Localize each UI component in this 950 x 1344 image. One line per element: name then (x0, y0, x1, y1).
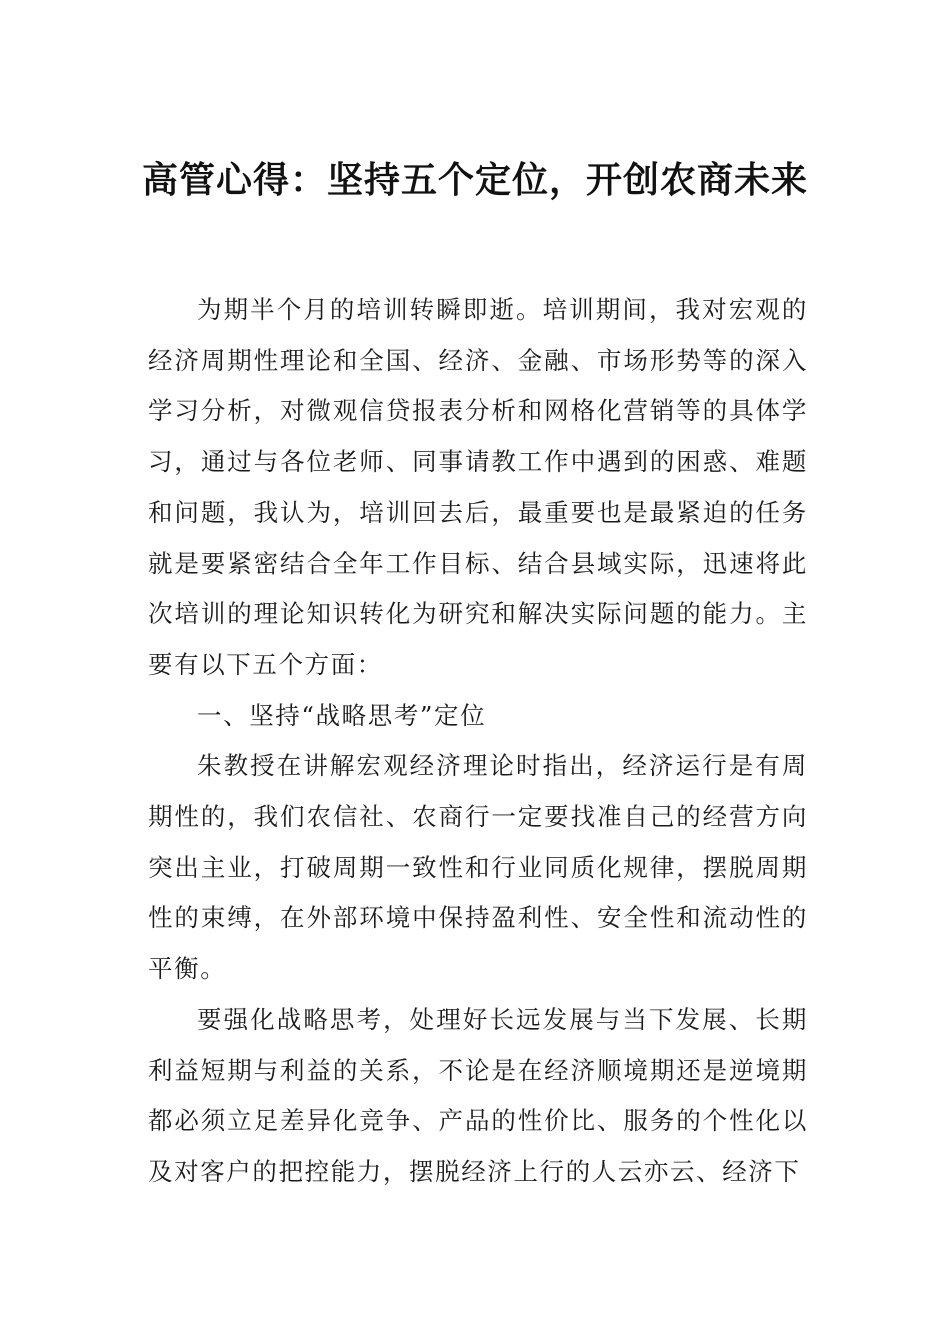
section-heading-1: 一、坚持“战略思考”定位 (197, 700, 487, 730)
paragraph-section1-a: 朱教授在讲解宏观经济理论时指出，经济运行是有周期性的，我们农信社、农商行一定要找准自己的经营方向突出主业，打破周期一致性和行业同质化规律，摆脱周期性的束缚，在外部环境中保持盈利性、安全性和流动性的平衡。 (148, 751, 808, 984)
paragraph-intro: 为期半个月的培训转瞬即逝。培训期间，我对宏观的经济周期性理论和全国、经济、金融、市场形势等的深入学习分析，对微观信贷报表分析和网格化营销等的具体学习，通过与各位老师、同事请教工作中遇到的困惑、难题和问题，我认为，培训回去后，最重要也是最紧迫的任务就是要紧密结合全年工作目标、结合县域实际，迅速将此次培训的理论知识转化为研究和解决实际问题的能力。主要有以下五个方面： (148, 295, 808, 679)
document-title: 高管心得：坚持五个定位，开创农商未来 (141, 159, 808, 201)
document-body (148, 285, 808, 1198)
paragraph-section1-b: 要强化战略思考，处理好长远发展与当下发展、长期利益短期与利益的关系，不论是在经济顺境期还是逆境期都必须立足差异化竞争、产品的性价比、服务的个性化以及对客户的把控能力，摆脱经济上行的人云亦云、经济下 (148, 1004, 808, 1186)
